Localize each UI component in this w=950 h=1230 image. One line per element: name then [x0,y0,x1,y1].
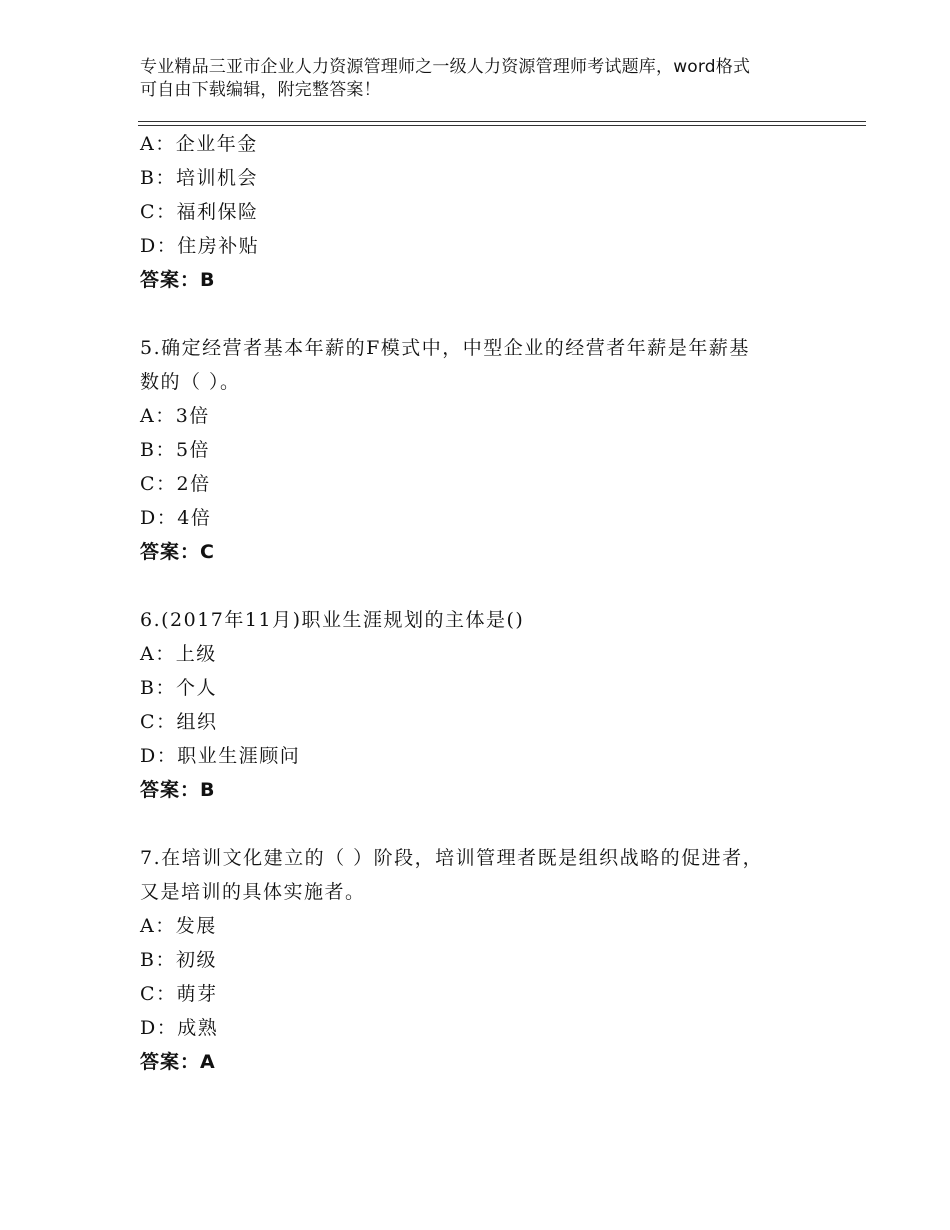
question-stem-continued: 数的（ ）。 [140,371,241,393]
option-b: B：个人 [140,677,217,699]
option-a: A：企业年金 [140,133,258,155]
question-7 [140,841,820,1079]
spacer [140,807,820,841]
spacer [140,297,820,331]
option-c: C：2倍 [140,473,211,495]
option-d: D：住房补贴 [140,235,260,257]
question-stem: 5.确定经营者基本年薪的F模式中，中型企业的经营者年薪是年薪基 [140,337,750,359]
option-a: A：3倍 [140,405,210,427]
answer-label: 答案：B [140,269,216,291]
answer-label: 答案：B [140,779,216,801]
option-d: D：职业生涯顾问 [140,745,301,767]
question-5 [140,331,820,569]
answer-label: 答案：A [140,1051,216,1073]
option-b: B：5倍 [140,439,211,461]
option-a: A：发展 [140,915,217,937]
document-header [140,56,840,102]
option-b: B：初级 [140,949,217,971]
question-list [140,127,820,1079]
answer-label: 答案：C [140,541,215,563]
question-6 [140,603,820,807]
option-c: C：组织 [140,711,218,733]
option-c: C：福利保险 [140,201,259,223]
question-stem: 6.(2017年11月)职业生涯规划的主体是() [140,609,525,631]
header-line-1: 专业精品三亚市企业人力资源管理师之一级人力资源管理师考试题库，word格式 [140,57,751,77]
question-stem: 7.在培训文化建立的（ ）阶段，培训管理者既是组织战略的促进者， [140,847,764,869]
question-stem-continued: 又是培训的具体实施者。 [140,881,366,903]
option-c: C：萌芽 [140,983,218,1005]
option-d: D：4倍 [140,507,212,529]
question-4 [140,127,820,297]
option-b: B：培训机会 [140,167,258,189]
header-divider [138,121,866,126]
option-d: D：成熟 [140,1017,219,1039]
header-line-2: 可自由下载编辑，附完整答案！ [140,80,381,100]
option-a: A：上级 [140,643,217,665]
spacer [140,569,820,603]
